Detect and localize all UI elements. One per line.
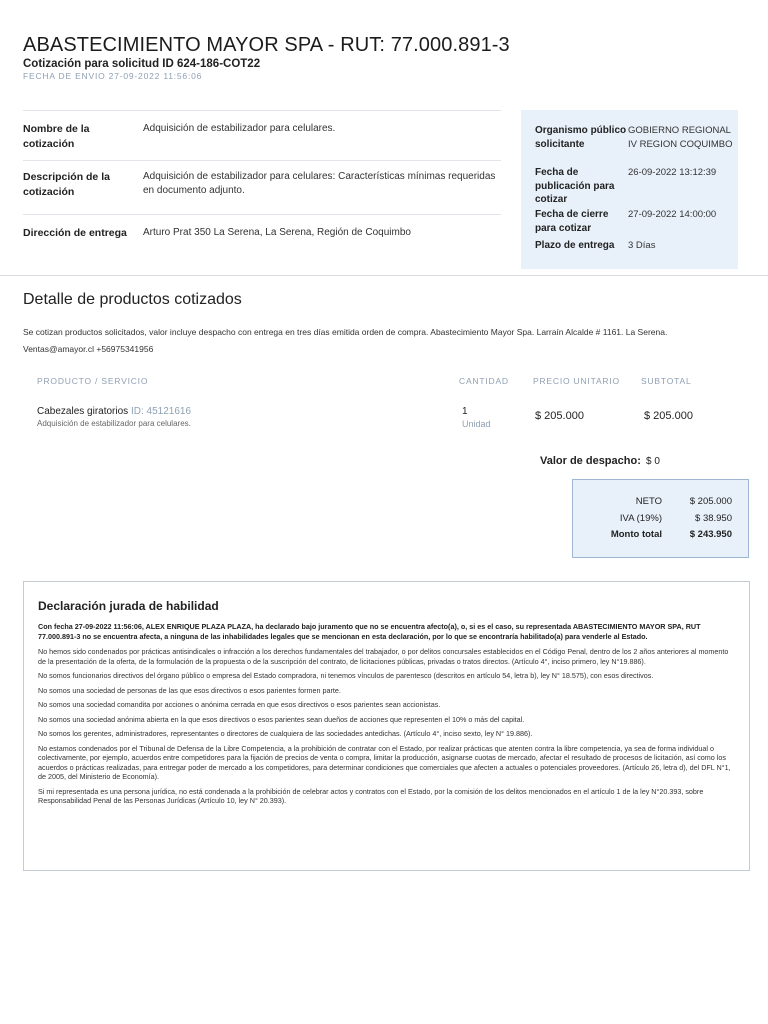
total-label: Monto total: [610, 529, 662, 540]
net-label: NETO: [635, 496, 662, 507]
quote-description-label: Descripción de la cotización: [23, 171, 110, 198]
product-name: [37, 406, 191, 417]
product-subtotal: $ 205.000: [644, 410, 693, 422]
quote-info-row: [23, 161, 501, 215]
request-info-row: [535, 208, 738, 239]
quote-info-row: [23, 215, 501, 253]
closing-date-label: Fecha de cierre para cotizar: [535, 209, 609, 234]
declaration-item: No somos los gerentes, administradores, representantes o directores de cualquiera de las sociedades antedichas. (Artículo 4°, inciso sexto, ley N° 19.886).: [38, 729, 533, 738]
column-header-product: PRODUCTO / SERVICIO: [37, 376, 149, 386]
delivery-address-value: Arturo Prat 350 La Serena, La Serena, Región de Coquimbo: [143, 227, 411, 238]
product-name-text: Cabezales giratorios: [37, 406, 129, 417]
column-header-subtotal: SUBTOTAL: [641, 376, 692, 386]
tax-value: $ 38.950: [695, 513, 732, 524]
product-detail: Adquisición de estabilizador para celulares.: [37, 419, 191, 428]
request-info-row: [535, 166, 738, 208]
tax-label: IVA (19%): [619, 513, 662, 524]
publication-date-value: 26-09-2022 13:12:39: [628, 167, 717, 178]
declaration-item: No somos una sociedad de personas de las que esos directivos o esos parientes formen parte.: [38, 685, 341, 695]
page-title: ABASTECIMIENTO MAYOR SPA - RUT: 77.000.891-3: [23, 34, 510, 56]
delivery-address-label: Dirección de entrega: [23, 227, 127, 239]
quote-name-label: Nombre de la cotización: [23, 123, 90, 150]
sent-date: FECHA DE ENVIO 27-09-2022 11:56:06: [23, 71, 203, 81]
agency-label: Organismo público solicitante: [535, 125, 627, 150]
shipping-value: $ 0: [646, 456, 660, 467]
product-unit: Unidad: [462, 419, 491, 429]
delivery-term-label: Plazo de entrega: [535, 240, 615, 251]
publication-date-label: Fecha de publicación para cotizar: [535, 167, 615, 205]
closing-date-value: 27-09-2022 14:00:00: [628, 209, 717, 220]
declaration-item: No somos funcionarios directivos del órgano público o empresa del Estado compradora, ni tenemos vínculos de parentesco (descritos en artículo 54, letra b), ley N° 18.575), con esos directivos.: [38, 671, 654, 680]
request-info-panel: [521, 110, 738, 269]
section-divider: [0, 275, 768, 276]
column-header-unit-price: PRECIO UNITARIO: [533, 376, 620, 386]
declaration-item: Si mi representada es una persona jurídica, no está condenada a la prohibición de celebrar actos y contratos con el Estado, por la comisión de los delitos mencionados en el artículo 1 de la ley N°20.393, sobre Responsabilidad Penal de las Personas Jurídicas (Artículo 10, ley N° 20.393).: [38, 786, 704, 805]
column-header-quantity: CANTIDAD: [459, 376, 509, 386]
products-description: Se cotizan productos solicitados, valor incluye despacho con entrega en tres días emitida orden de compra. Abastecimiento Mayor Spa. Larraín Alcalde # 1161. La Serena. Ventas@amayor.cl +56975341956: [23, 327, 668, 354]
declaration-item: No estamos condenados por el Tribunal de Defensa de la Libre Competencia, a la prohibición de contratar con el Estado, por realizar prácticas que atenten contra la libre competencia, ya sea de forma individual o colectivamente, por ejemplo, acuerdos entre competidores para la fijación de precios de venta o compra, limitar la producción, asignarse cuotas de mercado, afectar el resultado de procesos de licitación, así como los acuerdos o prácticas realizadas, para entregar poder de mercado a los competidores, para determinar condiciones que comerciales que afecten a actuales o potenciales proveedores. (Artículo 26, letra d), del DFL N°1, de 2005, del Ministerio de Economía).: [38, 743, 731, 781]
request-info-row: [535, 239, 738, 253]
quote-subtitle: Cotización para solicitud ID 624-186-COT22: [23, 58, 261, 70]
declaration-item: No somos una sociedad comandita por acciones o anónima cerrada en que esos directivos o esos parientes sean accionistas.: [38, 700, 441, 709]
declaration-item: No somos una sociedad anónima abierta en la que esos directivos o esos parientes sean dueños de acciones que representen el 10% o más del capital.: [38, 714, 525, 724]
declaration-item: No hemos sido condenados por prácticas antisindicales o infracción a los derechos fundamentales del trabajador, o por delitos concursales establecidos en el Código Penal, dentro de los 2 años anteriores al momento de la presentación de la oferta, de la formulación de la propuesta o de la suscripción del contrato, de licitaciones públicas, privadas o tratos directos. (Artículo 4°, inciso primero, ley N°19.886).: [38, 647, 729, 666]
quote-name-value: Adquisición de estabilizador para celulares.: [143, 123, 336, 134]
declaration-intro: Con fecha 27-09-2022 11:56:06, ALEX ENRIQUE PLAZA PLAZA, ha declarado bajo juramento que no se encuentra afecto(a), o, si es el caso, su representada ABASTECIMIENTO MAYOR SPA, RUT 77.000.891-3 no se encuentra afecta, a ninguna de las inhabilidades legales que se mencionan en esta declaración, por lo que se encontraría habilitado(a) para venderle al Estado.: [38, 622, 701, 641]
agency-value: GOBIERNO REGIONAL IV REGION COQUIMBO: [628, 125, 733, 150]
document-header: [23, 33, 743, 81]
quote-info-table: [23, 110, 501, 253]
product-unit-price: $ 205.000: [535, 410, 584, 422]
product-id: ID: 45121616: [130, 406, 192, 417]
request-info-row: [535, 124, 738, 166]
totals-box: [572, 479, 749, 558]
products-section-title: Detalle de productos cotizados: [23, 291, 242, 308]
declaration-box: [23, 581, 750, 871]
shipping-label: Valor de despacho:: [540, 455, 641, 467]
delivery-term-value: 3 Días: [628, 240, 656, 251]
quote-info-row: [23, 111, 501, 161]
total-value: $ 243.950: [689, 529, 732, 540]
net-value: $ 205.000: [689, 496, 732, 507]
declaration-title: Declaración jurada de habilidad: [38, 599, 219, 613]
product-quantity: 1: [462, 406, 468, 417]
quote-description-value: Adquisición de estabilizador para celulares: Características mínimas requeridas en documento adjunto.: [143, 171, 496, 196]
